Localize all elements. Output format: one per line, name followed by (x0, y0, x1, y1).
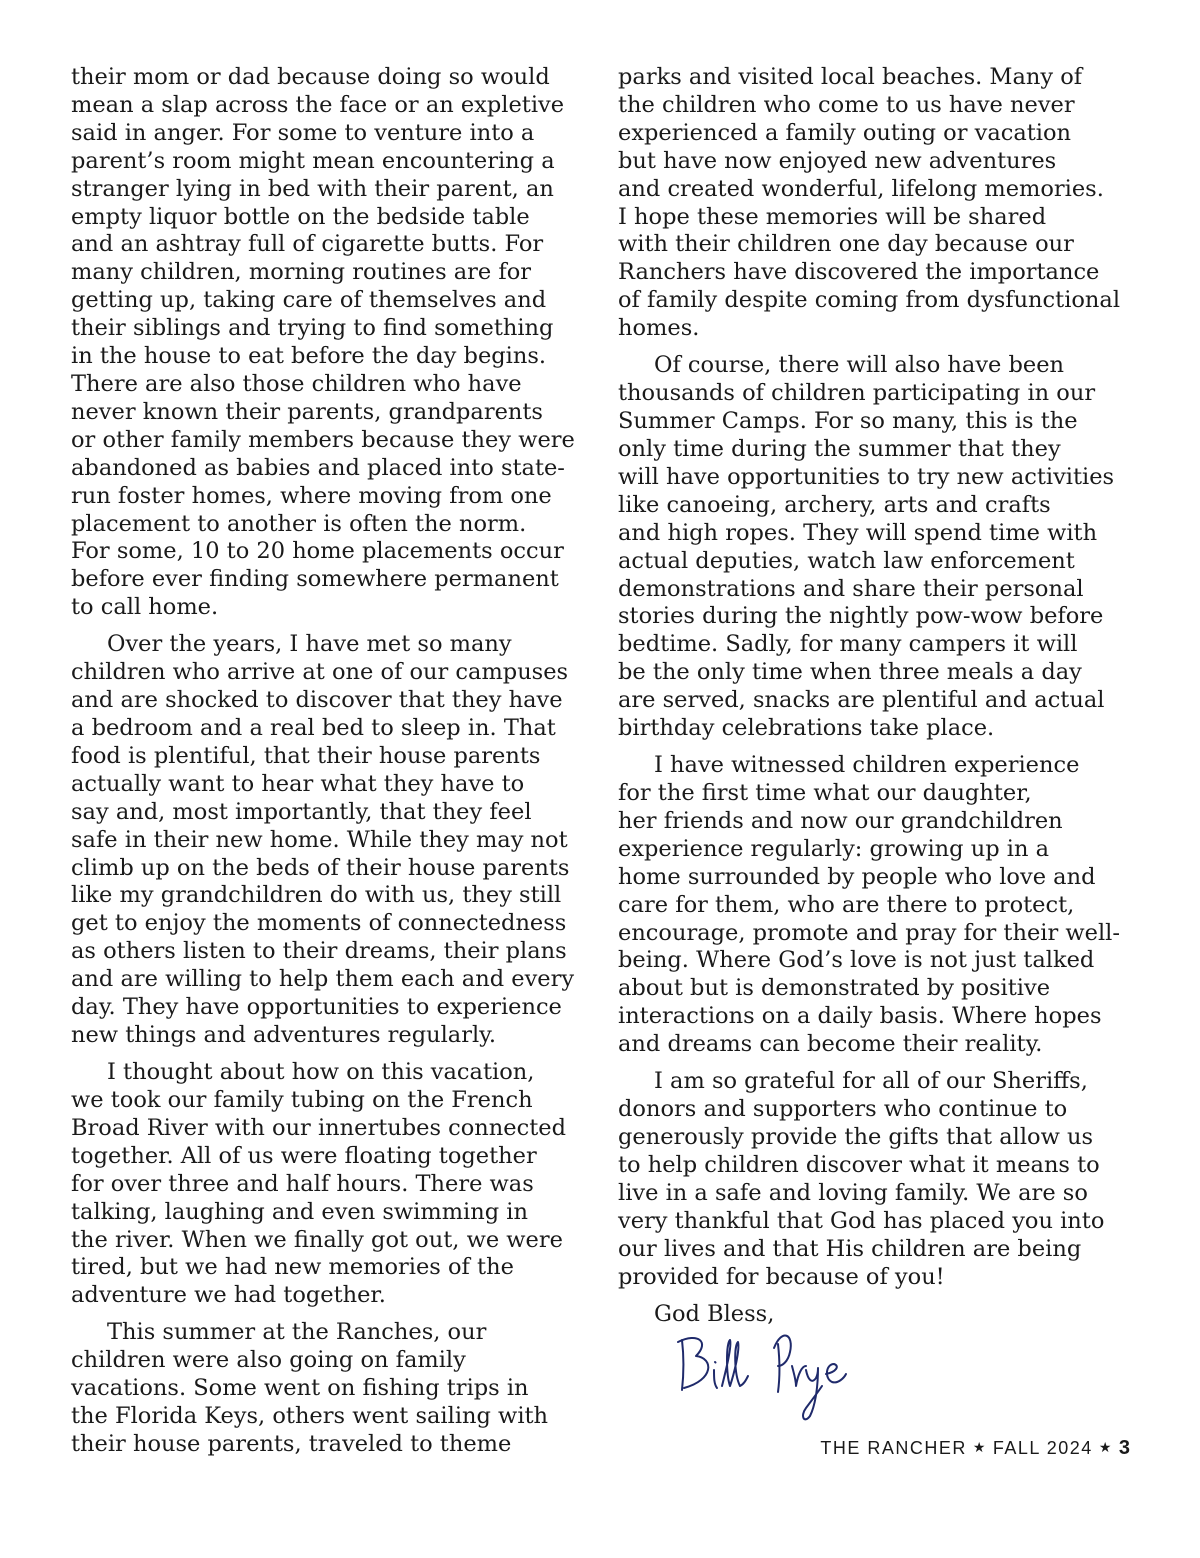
paragraph-8: I am so grateful for all of our Sheriffs, donors and supporters who continue to generously provide the gifts that allow us to help children discover what it means to live in a safe and loving family. We are so very thankful that God has placed you into our lives and that His children are being provided for because of you! (618, 1068, 1105, 1290)
page-footer (820, 1437, 1130, 1460)
paragraph-5: parks and visited local beaches. Many of the children who come to us have never experienced a family outing or vacation but have now enjoyed new adventures and created wonderful, lifelong memories. I hope these memories will be shared with their children one day because our Ranchers have discovered the importance of family despite coming from dysfunctional homes. (618, 64, 1121, 342)
paragraph-6: Of course, there will also have been thousands of children participating in our Summer Camps. For so many, this is the only time during the summer that they will have opportunities to try new activities like canoeing, archery, arts and crafts and high ropes. They will spend time with actual deputies, watch law enforcement demonstrations and share their personal stories during the nightly pow-wow before bedtime. Sadly, for many campers it will be the only time when three meals a day are served, snacks are plentiful and actual birthday celebrations take place. (618, 352, 1115, 742)
paragraph-7: I have witnessed children experience for the first time what our daughter, her friends and now our grandchildren experience regularly: growing up in a home surrounded by people who love and care for them, who are there to protect, encourage, promote and pray for their well- being. Where God’s love is not just talked about but is demonstrated by positive interactions on a daily basis. Where hopes and dreams can become their reality. (618, 752, 1120, 1058)
handwritten-signature (670, 1322, 870, 1422)
right-column (618, 64, 1138, 1338)
issue-label: FALL 2024 (992, 1438, 1093, 1458)
closing-salutation: God Bless, (654, 1300, 775, 1327)
paragraph-3: I thought about how on this vacation, we took our family tubing on the French Broad River with our innertubes connected together. All of us were floating together for over three and half hours. There was talking, laughing and even swimming in the river. When we finally got out, we were tired, but we had new memories of the adventure we had together. (71, 1059, 566, 1309)
paragraph-1: their mom or dad because doing so would mean a slap across the face or an expletive said in anger. For some to venture into a parent’s room might mean encountering a stranger lying in bed with their parent, an empty liquor bottle on the bedside table and an ashtray full of cigarette butts. For many children, morning routines are for getting up, taking care of themselves and their siblings and trying to find something in the house to eat before the day begins. There are also those children who have never known their parents, grandparents or other family members because they were abandoned as babies and placed into state- run foster homes, where moving from one placement to another is often the norm. For some, 10 to 20 home placements occur before ever finding somewhere permanent to call home. (71, 64, 575, 621)
publication-name: THE RANCHER (820, 1438, 967, 1458)
paragraph-4: This summer at the Ranches, our children were also going on family vacations. Some went on fishing trips in the Florida Keys, others went sailing with their house parents, traveled to theme (71, 1319, 549, 1458)
paragraph-2: Over the years, I have met so many children who arrive at one of our campuses and are shocked to discover that they have a bedroom and a real bed to sleep in. That food is plentiful, that their house parents actually want to hear what they have to say and, most importantly, that they feel safe in their new home. While they may not climb up on the beds of their house parents like my grandchildren do with us, they still get to enjoy the moments of connectedness as others listen to their dreams, their plans and are willing to help them each and every day. They have opportunities to experience new things and adventures regularly. (71, 631, 575, 1048)
star-icon: ★ (1098, 1439, 1113, 1455)
star-icon: ★ (972, 1439, 987, 1455)
page-number: 3 (1118, 1437, 1130, 1459)
left-column (71, 64, 591, 1468)
